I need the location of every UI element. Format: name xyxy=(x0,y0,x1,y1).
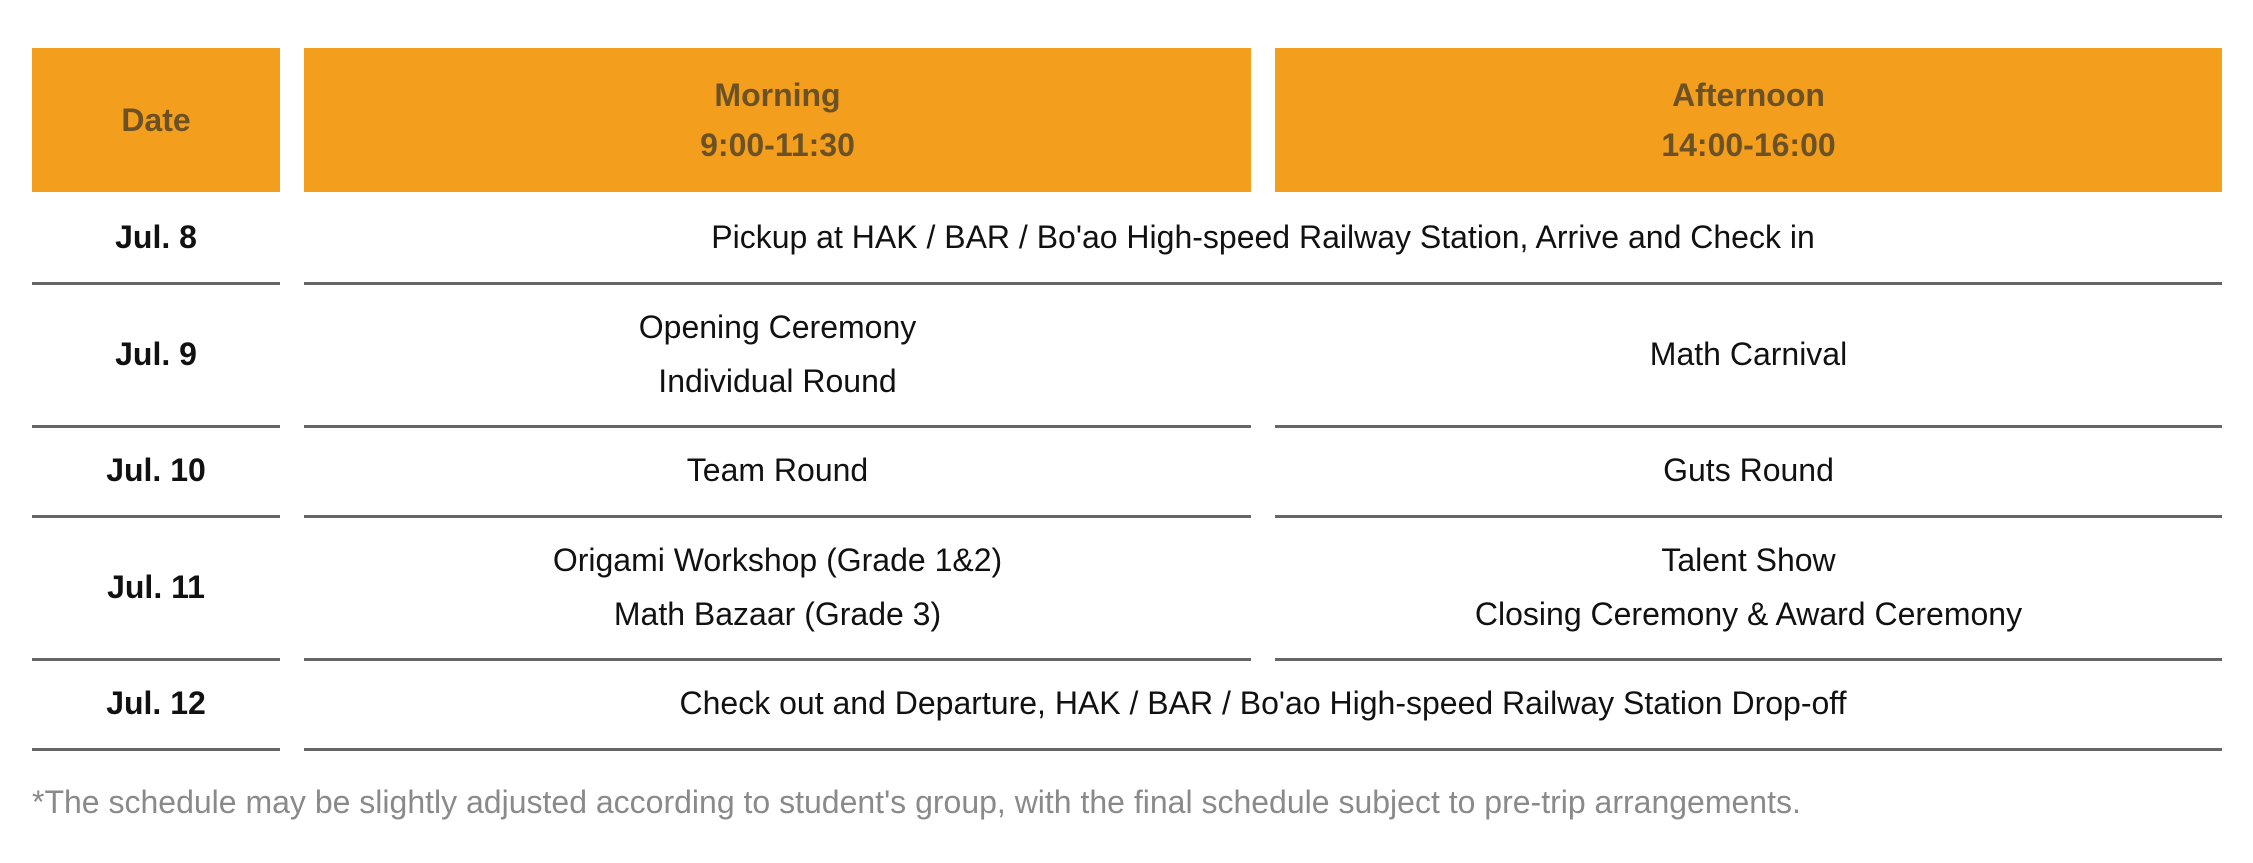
activity-text: Guts Round xyxy=(1663,452,1834,488)
activity-text: Math Bazaar (Grade 3) xyxy=(613,595,942,632)
header-date xyxy=(32,48,280,192)
row-combined-activity xyxy=(304,192,2222,285)
table-row xyxy=(32,515,2222,658)
row-morning-activity xyxy=(304,515,1251,661)
schedule-footnote: *The schedule may be slightly adjusted according to student's group, with the final schedule subject to pre-trip arrangements. xyxy=(32,784,1801,820)
header-afternoon-title: Afternoon xyxy=(1672,77,1825,113)
row-afternoon-activity xyxy=(1275,425,2222,518)
header-date-label: Date xyxy=(121,102,191,138)
table-row xyxy=(32,282,2222,425)
table-row xyxy=(32,425,2222,515)
schedule-table xyxy=(32,48,2222,748)
activity-text: Talent Show xyxy=(1661,541,1836,578)
row-morning-activity xyxy=(304,282,1251,428)
table-row xyxy=(32,192,2222,282)
activity-text: Closing Ceremony & Award Ceremony xyxy=(1474,595,2023,632)
row-combined-activity xyxy=(304,658,2222,751)
header-afternoon xyxy=(1275,48,2222,192)
header-morning xyxy=(304,48,1251,192)
activity-text: Pickup at HAK / BAR / Bo'ao High-speed Railway Station, Arrive and Check in xyxy=(711,219,1815,255)
row-morning-activity xyxy=(304,425,1251,518)
row-afternoon-activity xyxy=(1275,515,2222,661)
table-row xyxy=(32,658,2222,748)
table-header xyxy=(32,48,2222,192)
activity-text: Origami Workshop (Grade 1&2) xyxy=(552,541,1003,578)
row-date: Jul. 9 xyxy=(32,282,280,428)
row-date: Jul. 11 xyxy=(32,515,280,661)
header-morning-title: Morning xyxy=(714,77,841,113)
row-afternoon-activity xyxy=(1275,282,2222,428)
activity-text: Opening Ceremony xyxy=(638,308,917,345)
activity-text: Team Round xyxy=(686,452,869,488)
row-date: Jul. 8 xyxy=(32,192,280,285)
activity-text: Check out and Departure, HAK / BAR / Bo'ao High-speed Railway Station Drop-off xyxy=(679,685,1847,721)
activity-text: Math Carnival xyxy=(1649,335,1848,372)
row-date: Jul. 10 xyxy=(32,425,280,518)
row-date: Jul. 12 xyxy=(32,658,280,751)
activity-text: Individual Round xyxy=(658,362,897,399)
header-afternoon-time: 14:00-16:00 xyxy=(1661,127,1836,163)
header-morning-time: 9:00-11:30 xyxy=(700,127,855,163)
